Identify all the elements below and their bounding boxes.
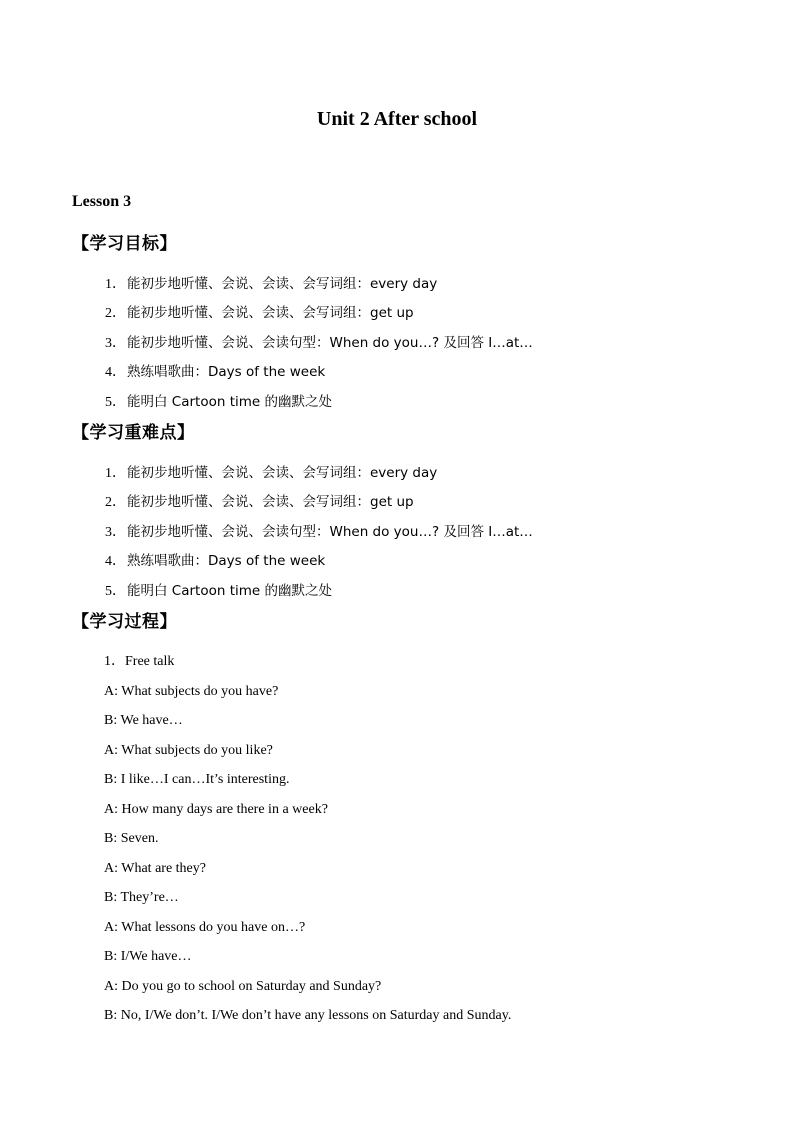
list-item <box>105 391 533 420</box>
list-item <box>105 361 533 390</box>
item-text: 能初步地听懂、会说、会读句型：When do you…? 及回答 I…at… <box>127 334 533 351</box>
list-item <box>105 491 533 520</box>
dialogue-line: A: What subjects do you like? <box>104 742 273 758</box>
item-number: 2． <box>105 495 126 511</box>
item-text: 能初步地听懂、会说、会读、会写词组：every day <box>127 276 438 292</box>
dialogue-line: A: What subjects do you have? <box>104 683 279 699</box>
dialogue-list <box>104 651 511 1035</box>
item-text: 熟练唱歌曲：Days of the week <box>127 364 326 381</box>
item-text: 能初步地听懂、会说、会读、会写词组：get up <box>127 305 414 322</box>
dialogue-line: B: I like…I can…It’s interesting. <box>104 772 290 787</box>
dialogue-line: B: They’re… <box>104 890 179 905</box>
item-text: 能初步地听懂、会说、会读、会写词组：get up <box>127 494 414 511</box>
list-item <box>105 521 533 550</box>
list-item <box>105 550 533 579</box>
key-points-list <box>105 462 533 609</box>
dialogue-line: 1．Free talk <box>104 654 175 669</box>
dialogue-line: B: No, I/We don’t. I/We don’t have any lessons on Saturday and Sunday. <box>104 1008 512 1023</box>
dialogue-line: A: What lessons do you have on…? <box>104 919 306 935</box>
dialogue-line: B: Seven. <box>104 831 159 846</box>
item-number: 5． <box>105 394 126 410</box>
list-item <box>105 332 533 361</box>
item-text: 熟练唱歌曲：Days of the week <box>127 553 326 570</box>
item-number: 1． <box>105 466 126 481</box>
key-points-heading: 【学习重难点】 <box>72 423 195 443</box>
item-number: 3． <box>105 524 126 540</box>
item-number: 2． <box>105 306 126 322</box>
dialogue-line: B: We have… <box>104 713 183 728</box>
list-item <box>105 273 533 302</box>
item-text: 能明白 Cartoon time 的幽默之处 <box>127 582 332 599</box>
process-heading: 【学习过程】 <box>72 612 177 632</box>
list-item <box>105 462 533 491</box>
dialogue-line: A: Do you go to school on Saturday and Sunday? <box>104 978 382 994</box>
list-item <box>105 580 533 609</box>
dialogue-line: A: What are they? <box>104 860 206 876</box>
dialogue-line: A: How many days are there in a week? <box>104 801 328 817</box>
item-number: 3． <box>105 335 126 351</box>
lesson-heading: Lesson 3 <box>72 193 132 210</box>
item-number: 4． <box>105 365 126 381</box>
goals-list <box>105 273 533 420</box>
item-text: 能初步地听懂、会说、会读句型：When do you…? 及回答 I…at… <box>127 523 533 540</box>
goals-heading: 【学习目标】 <box>72 234 177 254</box>
item-text: 能明白 Cartoon time 的幽默之处 <box>127 393 332 410</box>
list-item <box>105 302 533 331</box>
item-number: 1． <box>105 277 126 292</box>
dialogue-line: B: I/We have… <box>104 949 192 964</box>
item-number: 4． <box>105 554 126 570</box>
item-text: 能初步地听懂、会说、会读、会写词组：every day <box>127 465 438 481</box>
page-title: Unit 2 After school <box>316 108 478 130</box>
item-number: 5． <box>105 583 126 599</box>
